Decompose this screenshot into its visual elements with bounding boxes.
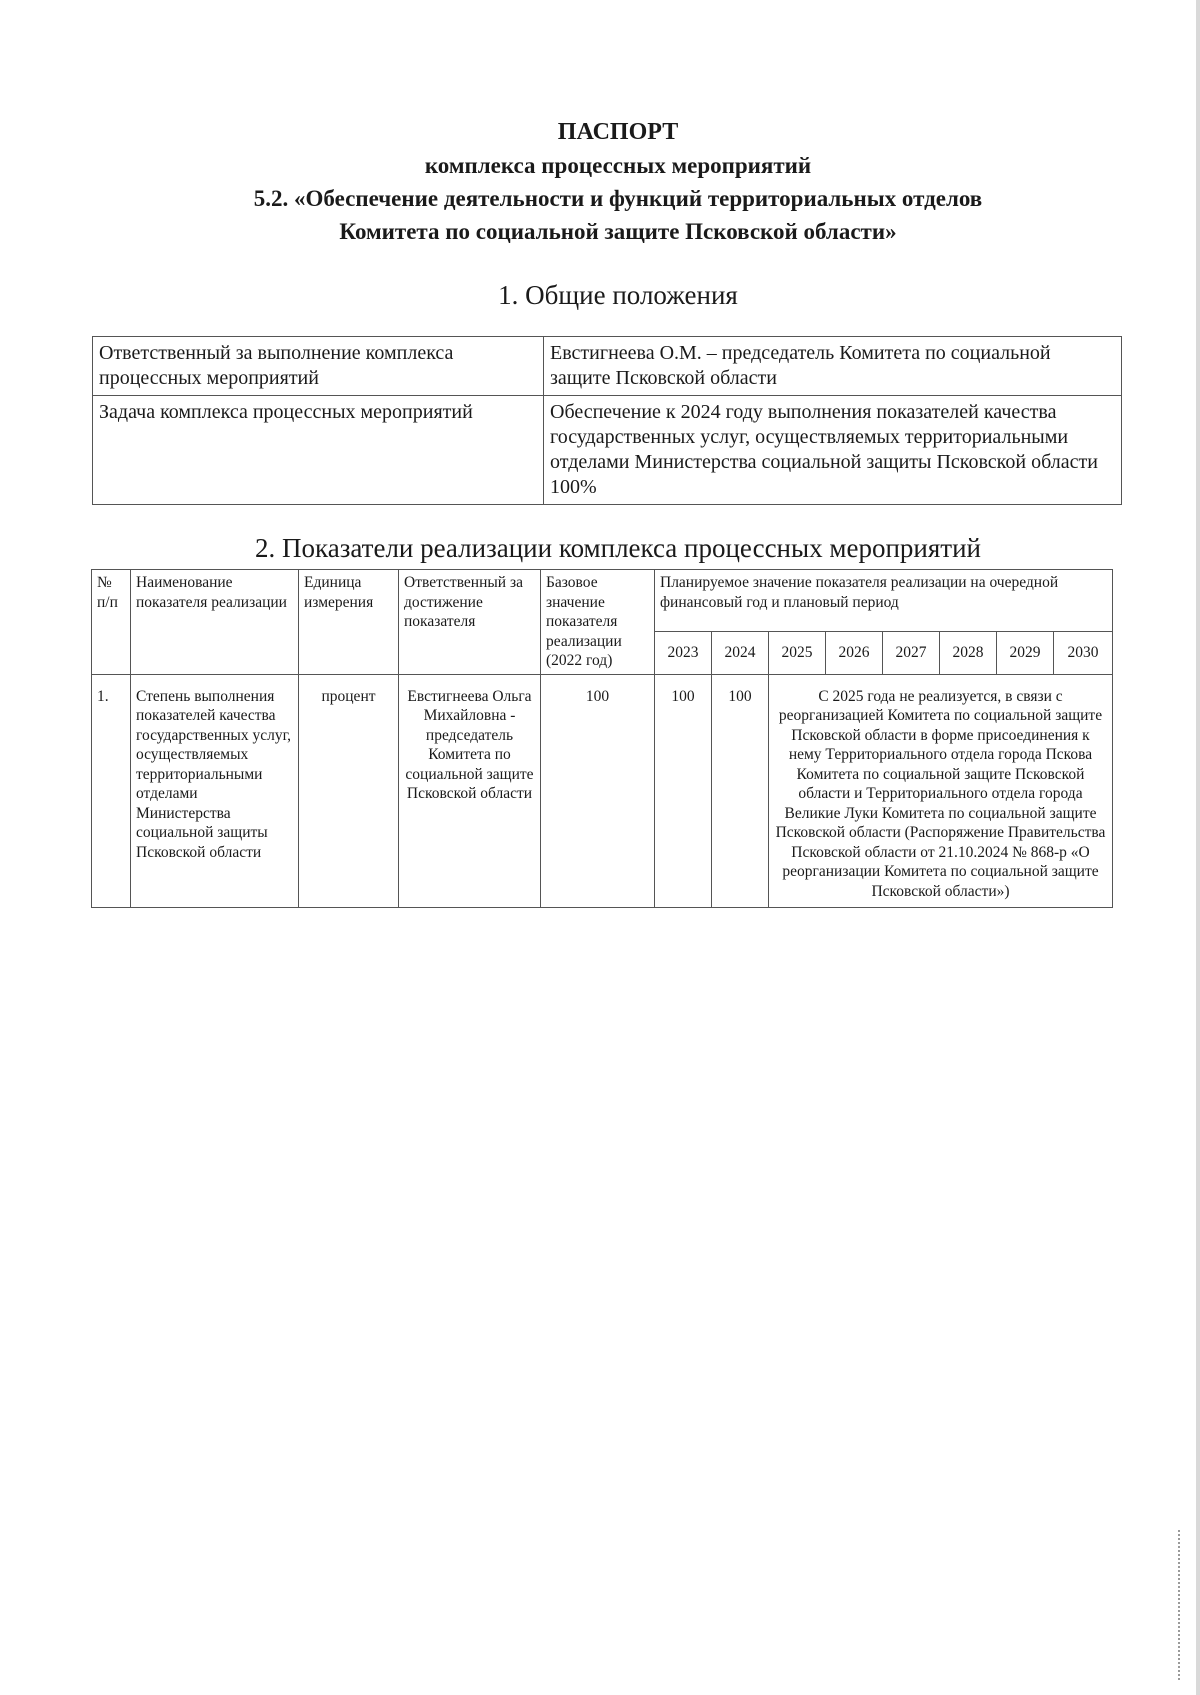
row-unit: процент [299, 674, 399, 908]
row-label: Задача комплекса процессных мероприятий [93, 396, 544, 505]
document-subtitle: комплекса процессных мероприятий [424, 153, 812, 178]
row-note: С 2025 года не реализуется, в связи с реорганизацией Комитета по социальной защите Псковской области в форме присоединения к нему Территориального отдела города Пскова Комитета по социальной защите Псковской области и Территориального отдела города Великие Луки Комитета по социальной защите Псковской области (Распоряжение Правительства Псковской области от 21.10.2024 № 868-р «О реорганизации Комитета по социальной защите Псковской области») [769, 674, 1113, 908]
table-row [93, 396, 1122, 505]
year-header: 2023 [655, 631, 712, 674]
year-header: 2026 [826, 631, 883, 674]
section2-heading: 2. Показатели реализации комплекса процессных мероприятий [255, 533, 981, 563]
year-header: 2027 [883, 631, 940, 674]
scan-artifact [1178, 1530, 1184, 1680]
year-header: 2030 [1054, 631, 1113, 674]
header-responsible: Ответственный за достижение показателя [399, 570, 541, 675]
table-row [93, 337, 1122, 396]
year-header: 2024 [712, 631, 769, 674]
header-base: Базовое значение показателя реализации (2022 год) [541, 570, 655, 675]
header-planned: Планируемое значение показателя реализации на очередной финансовый год и плановый период [655, 570, 1113, 632]
row-base-value: 100 [541, 674, 655, 908]
row-value-2024: 100 [712, 674, 769, 908]
row-value: Евстигнеева О.М. – председатель Комитета по социальной защите Псковской области [544, 337, 1122, 396]
header-num: № п/п [92, 570, 131, 675]
year-header: 2028 [940, 631, 997, 674]
document-title-block [90, 116, 1146, 248]
row-value-2023: 100 [655, 674, 712, 908]
header-name: Наименование показателя реализации [131, 570, 299, 675]
row-num: 1. [92, 674, 131, 908]
table-header-row [92, 570, 1113, 632]
row-indicator-name: Степень выполнения показателей качества государственных услуг, осуществляемых территориальными отделами Министерства социальной защиты Псковской области [131, 674, 299, 908]
year-header: 2025 [769, 631, 826, 674]
year-header: 2029 [997, 631, 1054, 674]
document-title: ПАСПОРТ [557, 119, 679, 145]
section1-heading: 1. Общие положения [498, 280, 738, 310]
document-subtitle-line4: Комитета по социальной защите Псковской области» [339, 219, 897, 244]
table-row [92, 674, 1113, 908]
row-value: Обеспечение к 2024 году выполнения показателей качества государственных услуг, осуществляемых территориальными отделами Министерства социальной защиты Псковской области 100% [544, 396, 1122, 505]
indicators-table [91, 569, 1113, 908]
row-label: Ответственный за выполнение комплекса процессных мероприятий [93, 337, 544, 396]
header-unit: Единица измерения [299, 570, 399, 675]
general-provisions-table [92, 336, 1122, 505]
row-responsible: Евстигнеева Ольга Михайловна - председатель Комитета по социальной защите Псковской области [399, 674, 541, 908]
document-subtitle-line3: 5.2. «Обеспечение деятельности и функций территориальных отделов [253, 186, 983, 211]
